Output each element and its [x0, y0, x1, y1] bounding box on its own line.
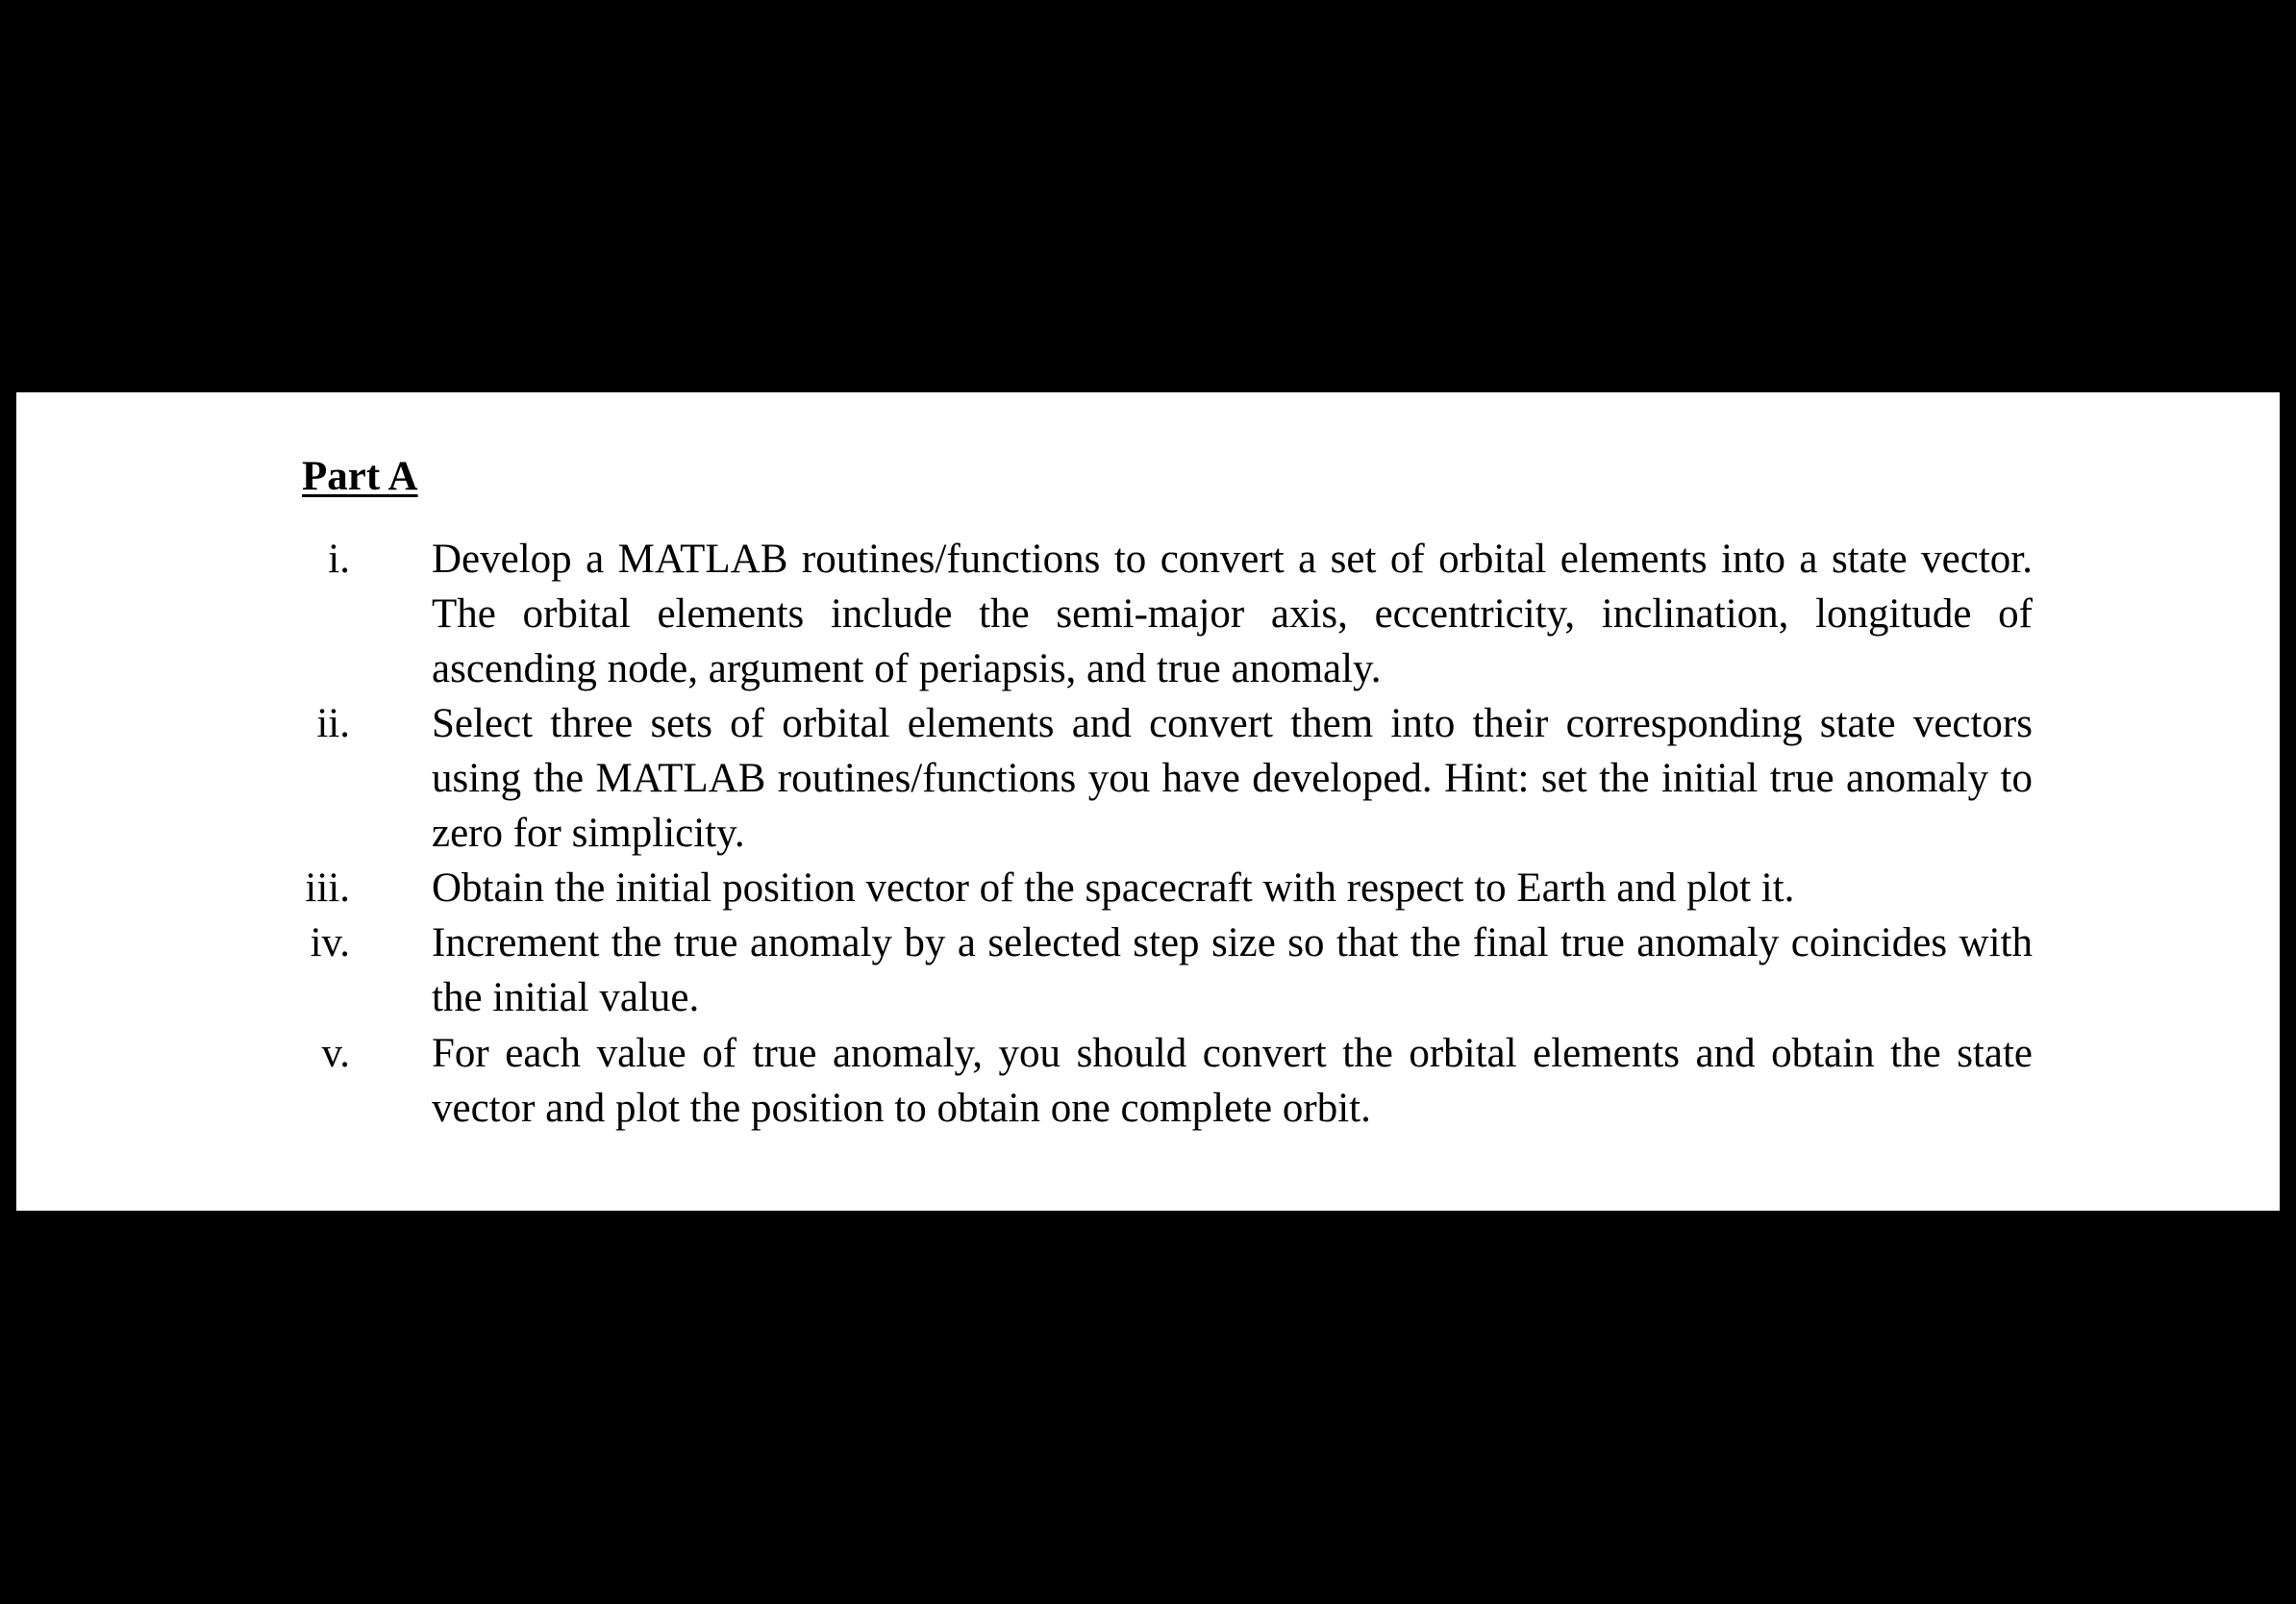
list-marker: i.: [328, 537, 350, 582]
document-page: [16, 392, 2280, 1211]
part-heading: Part A: [302, 454, 418, 499]
list-item-iii: [283, 861, 2033, 915]
list-item-v: [283, 1026, 2033, 1136]
list-item-text: For each value of true anomaly, you should convert the orbital elements and obtain the state vector and plot the position to obtain one complete orbit.: [432, 1031, 2033, 1131]
list-marker: v.: [321, 1031, 350, 1076]
list-marker: iv.: [310, 920, 350, 965]
list-item-ii: [283, 696, 2033, 861]
list-marker: ii.: [316, 701, 350, 746]
list-marker: iii.: [305, 865, 350, 911]
list-item-text: Obtain the initial position vector of the spacecraft with respect to Earth and plot it.: [432, 865, 1795, 911]
list-item-iv: [283, 915, 2033, 1025]
list-item-i: [283, 532, 2033, 696]
list-item-text: Select three sets of orbital elements and convert them into their corresponding state vectors using the MATLAB routines/functions you have developed. Hint: set the initial true anomaly to zero for simplicity.: [432, 701, 2033, 856]
document-content: [283, 456, 2033, 1136]
task-list: [283, 532, 2033, 1136]
list-item-text: Increment the true anomaly by a selected step size so that the final true anomaly coincides with the initial value.: [432, 920, 2033, 1020]
list-item-text: Develop a MATLAB routines/functions to convert a set of orbital elements into a state vector. The orbital elements include the semi-major axis, eccentricity, inclination, longitude of ascending node, argument of periapsis, and true anomaly.: [432, 537, 2033, 691]
